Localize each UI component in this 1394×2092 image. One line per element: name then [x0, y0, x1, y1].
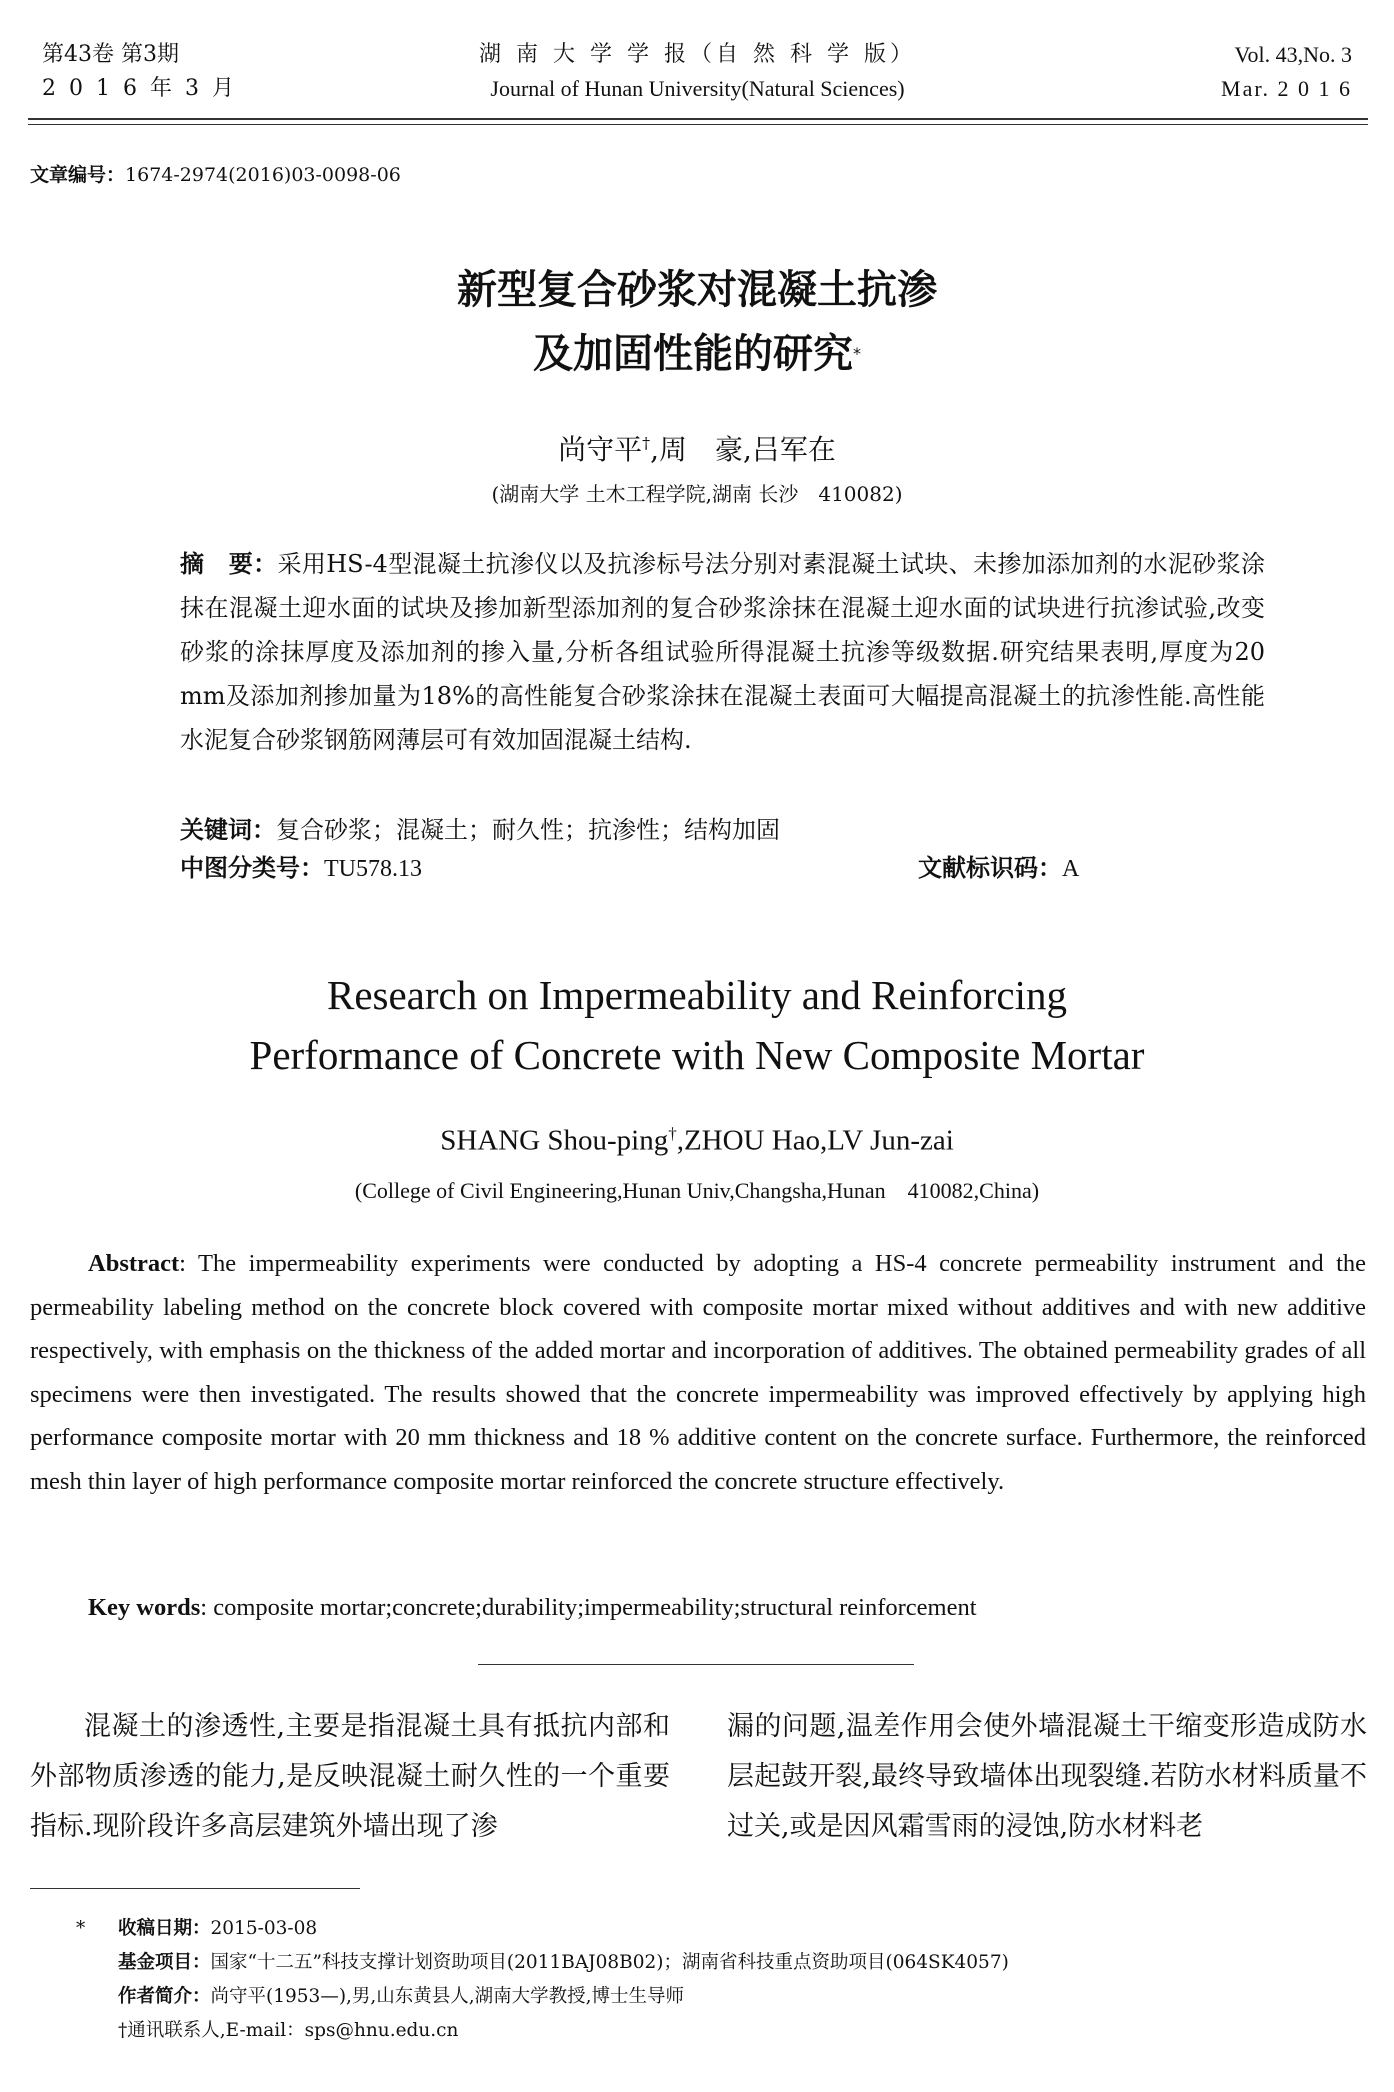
received-mark: *: [76, 1918, 86, 1939]
abstract-en-label: Abstract: [88, 1250, 180, 1277]
article-number: [30, 160, 401, 187]
bio-value: 尚守平(1953—),男,山东黄县人,湖南大学教授,博士生导师: [210, 1986, 685, 2007]
authors-en-rest: ,ZHOU Hao,LV Jun-zai: [676, 1124, 954, 1157]
received-label: 收稿日期：: [118, 1918, 211, 1939]
affiliation-en: (College of Civil Engineering,Hunan Univ,Changsha,Hunan 410082,China): [354, 1178, 1040, 1203]
author-cn-1: 尚守平: [558, 433, 643, 466]
volume-issue-en: Vol. 43,No. 3: [1234, 42, 1352, 67]
abstract-cn-label: 摘 要：: [180, 550, 278, 578]
title-en-line1: Research on Impermeability and Reinforcing: [326, 972, 1068, 1018]
volume-issue-cn: 第43卷 第3期: [42, 42, 179, 67]
header-rule: [28, 118, 1368, 120]
keywords-en-label: Key words: [88, 1594, 201, 1621]
fund-value: 国家“十二五”科技支撑计划资助项目(2011BAJ08B02)；湖南省科技重点资助项目(064SK4057): [210, 1952, 1009, 1973]
abstract-en: [30, 1242, 1366, 1504]
date-cn: 2 0 1 6 年 3 月: [42, 76, 237, 101]
article-number-label: 文章编号：: [30, 164, 126, 186]
body-column-left: 混凝土的渗透性,主要是指混凝土具有抵抗内部和外部物质渗透的能力,是反映混凝土耐久性的一个重要指标.现阶段许多高层建筑外墙出现了渗: [30, 1711, 670, 1842]
contact-value: 通讯联系人,E-mail：sps@hnu.edu.cn: [127, 2020, 459, 2041]
document-code: [918, 848, 1079, 883]
section-separator: [478, 1664, 914, 1665]
author-en-1: SHANG Shou-ping: [440, 1124, 669, 1157]
clc-value: TU578.13: [324, 856, 422, 882]
footnote-received: [118, 1912, 317, 1946]
header-rule-thin: [28, 124, 1368, 125]
contact-mark: †: [118, 2020, 128, 2041]
doc-code-label: 文献标识码：: [918, 854, 1062, 882]
keywords-en: [88, 1594, 977, 1622]
article-number-value: 1674-2974(2016)03-0098-06: [125, 164, 401, 186]
title-en-line2: Performance of Concrete with New Composite Mortar: [249, 1032, 1145, 1078]
footnote-contact: [118, 2014, 458, 2048]
journal-name-cn: 湖 南 大 学 学 报（自 然 科 学 版）: [479, 42, 916, 67]
doc-code-value: A: [1062, 856, 1080, 882]
title-cn-line1: 新型复合砂浆对混凝土抗渗: [457, 267, 937, 313]
corresponding-mark: †: [642, 433, 651, 453]
keywords-cn: [180, 810, 780, 845]
title-cn-line2-text: 及加固性能的研究: [533, 331, 853, 377]
title-footnote-mark: *: [853, 344, 861, 363]
abstract-cn-text: 采用HS-4型混凝土抗渗仪以及抗渗标号法分别对素混凝土试块、未掺加添加剂的水泥砂浆涂抹在混凝土迎水面的试块及掺加新型添加剂的复合砂浆涂抹在混凝土迎水面的试块进行抗渗试验,改变砂浆的涂抹厚度及添加剂的掺入量,分析各组试验所得混凝土抗渗等级数据.研究结果表明,厚度为20 mm及添加剂掺加量为18%的高性能复合砂浆涂抹在混凝土表面可大幅提高混凝土的抗渗性能.高性能水泥复合砂浆钢筋网薄层可有效加固混凝土结构.: [180, 550, 1265, 754]
footnote-fund: [118, 1946, 1009, 1980]
body-column-right: 漏的问题,温差作用会使外墙混凝土干缩变形造成防水层起鼓开裂,最终导致墙体出现裂缝.若防水材料质量不过关,或是因风霜雪雨的浸蚀,防水材料老: [727, 1711, 1367, 1842]
title-cn-line2: [0, 322, 1394, 386]
authors-cn: [0, 428, 1394, 468]
clc-label: 中图分类号：: [180, 854, 324, 882]
authors-en: [0, 1124, 1394, 1158]
journal-name-en: Journal of Hunan University(Natural Sciences): [490, 76, 905, 101]
abstract-en-text: : The impermeability experiments were conducted by adopting a HS-4 concrete permeability instrument and the permeability labeling method on the concrete block covered with composite mortar mixed without additives and with new additive respectively, with emphasis on the thickness of the added mortar and incorporation of additives. The obtained permeability grades of all specimens were then investigated. The results showed that the concrete impermeability was improved effectively by applying high performance composite mortar with 20 mm thickness and 18 % additive content on the concrete surface. Furthermore, the reinforced mesh thin layer of high performance composite mortar reinforced the concrete structure effectively.: [30, 1250, 1366, 1495]
keywords-cn-label: 关键词：: [180, 816, 276, 844]
footnote-rule: [30, 1888, 360, 1889]
date-en: Mar. 2 0 1 6: [1221, 76, 1352, 101]
corresponding-mark-en: †: [668, 1124, 677, 1143]
author-cn-3: ,吕军在: [743, 433, 836, 466]
keywords-en-text: : composite mortar;concrete;durability;impermeability;structural reinforcement: [200, 1594, 977, 1621]
fund-label: 基金项目：: [118, 1952, 211, 1973]
abstract-cn: [180, 542, 1265, 762]
affiliation-cn: (湖南大学 土木工程学院,湖南 长沙 410082): [491, 482, 903, 506]
bio-label: 作者简介：: [118, 1986, 211, 2007]
author-cn-2: ,周 豪: [650, 433, 743, 466]
classification-number: [180, 848, 422, 883]
footnote-bio: [118, 1980, 684, 2014]
received-value: 2015-03-08: [210, 1918, 318, 1939]
keywords-cn-text: 复合砂浆；混凝土；耐久性；抗渗性；结构加固: [276, 816, 780, 844]
